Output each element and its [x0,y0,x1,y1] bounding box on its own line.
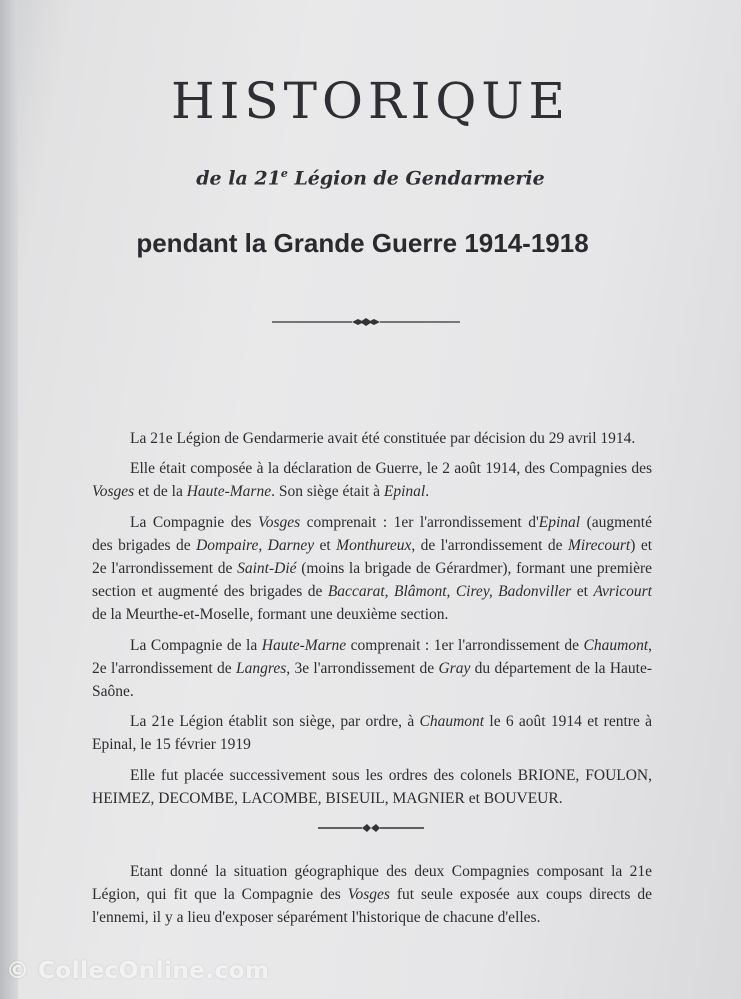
paragraph-3: La Compagnie des Vosges comprenait : 1er l'arrondissement d'Epinal (augmenté des brigades de Dompaire, Darney et Monthureux, de l'arrondissement de Mirecourt) et 2e l'arrondissement de Saint-Dié (moins la brigade de Gérardmer), formant une première section et augmenté des brigades de Baccarat, Blâmont, Cirey, Badonviller et Avricourt de la Meurthe-et-Moselle, formant une deuxième section. [92,513,653,624]
paragraph-4: La Compagnie de la Haute-Marne comprenait : 1er l'arrondissement de Chaumont, 2e l'arrondissement de Langres, 3e l'arrondissement de Gray du département de la Haute-Saône. [92,636,653,701]
ornament-divider-top [272,316,460,328]
paragraph-1: La 21e Légion de Gendarmerie avait été constituée par décision du 29 avril 1914. [130,430,636,447]
paragraph-5: La 21e Légion établit son siège, par ordre, à Chaumont le 6 août 1914 et rentre à Epinal, le 15 février 1919 [92,713,652,754]
paragraph-7: Etant donné la situation géographique des deux Compagnies composant la 21e Légion, qui fit que la Compagnie des Vosges fut seule exposée aux coups directs de l'ennemi, il y a lieu d'exposer séparément l'historique de chacune d'elles. [92,863,652,927]
subtitle-superscript: e [280,167,288,180]
page-edge [0,0,18,999]
paragraph-2: Elle était composée à la déclaration de Guerre, le 2 août 1914, des Compagnies des Vosges et de la Haute-Marne. Son siège était à Epinal. [92,460,652,501]
paragraph-6: Elle fut placée successivement sous les ordres des colonels BRIONE, FOULON, HEIMEZ, DECOMBE, LACOMBE, BISEUIL, MAGNIER et BOUVEUR. [92,766,652,807]
watermark: © CollecOnline.com [6,958,270,984]
intro-text [92,427,652,817]
document-subtitle [0,167,741,189]
ornament-divider-bottom [318,822,424,834]
closing-text [92,860,652,937]
subtitle-before: de la 21 [196,167,281,190]
subtitle-after: Légion de Gendarmerie [287,167,545,190]
document-period: pendant la Grande Guerre 1914-1918 [136,228,589,258]
document-title: HISTORIQUE [171,72,570,130]
